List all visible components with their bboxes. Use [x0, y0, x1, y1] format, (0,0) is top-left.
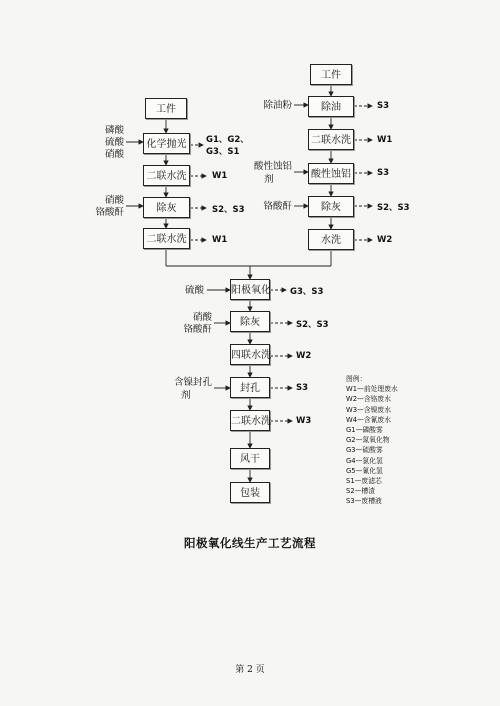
- main-rinse2-output: W3: [296, 416, 312, 426]
- left-polish-input-3: 硝酸: [104, 149, 124, 160]
- left-step-ash-removal: 除灰: [143, 197, 190, 218]
- left-polish-output-1: G1、G2、: [206, 135, 249, 145]
- main-ash-input-2: 铬酸酐: [183, 324, 212, 335]
- legend-item: S1—废滤芯: [346, 477, 382, 486]
- legend-item: W1—前处理废水: [346, 385, 398, 394]
- right-ash-output: S2、S3: [377, 203, 410, 213]
- main-step-packaging: 包装: [230, 482, 270, 503]
- right-step-rinse: 二联水洗: [308, 129, 354, 150]
- left-step-chemical-polish: 化学抛光: [143, 133, 190, 154]
- main-step-rinse-2: 二联水洗: [230, 410, 270, 431]
- left-rinse2-output: W1: [212, 235, 228, 245]
- legend-item: G2—氮氧化物: [346, 436, 390, 445]
- main-seal-input-1: 含镍封孔: [173, 377, 212, 388]
- right-degrease-output: S3: [377, 101, 390, 111]
- main-anodize-input: 硫酸: [184, 285, 204, 296]
- right-step-ash-removal: 除灰: [308, 196, 354, 217]
- main-ash-output: S2、S3: [296, 320, 329, 330]
- legend: [346, 374, 456, 507]
- right-step-wash: 水洗: [308, 229, 354, 250]
- right-degrease-input: 除油粉: [263, 100, 292, 111]
- right-start-box: 工件: [310, 64, 352, 85]
- main-anodize-output: G3、S3: [290, 287, 324, 297]
- right-etch-output: S3: [377, 168, 390, 178]
- main-step-rinse-4: 四联水洗: [230, 344, 270, 365]
- left-ash-output: S2、S3: [212, 205, 245, 215]
- right-etch-input-2: 剂: [264, 174, 274, 185]
- left-rinse1-output: W1: [212, 171, 228, 181]
- main-seal-output: S3: [296, 383, 309, 393]
- left-polish-input-1: 磷酸: [104, 125, 124, 136]
- main-seal-input-2: 剂: [181, 390, 191, 401]
- right-etch-input-1: 酸性蚀铝: [253, 161, 292, 172]
- main-step-seal: 封孔: [230, 377, 270, 398]
- legend-title: 图例：: [346, 375, 367, 383]
- right-rinse-output: W1: [377, 135, 393, 145]
- right-ash-input: 铬酸酐: [263, 201, 292, 212]
- legend-item: G1—磷酸雾: [346, 426, 383, 435]
- right-wash-output: W2: [377, 235, 393, 245]
- legend-item: G4—氯化氢: [346, 456, 383, 465]
- legend-item: S2—槽渣: [346, 487, 376, 496]
- main-step-ash-removal: 除灰: [230, 311, 270, 332]
- legend-item: G3—硫酸雾: [346, 446, 383, 455]
- left-step-rinse-2: 二联水洗: [143, 228, 190, 249]
- legend-item: W3—含镍废水: [346, 405, 392, 414]
- figure-title: 阳极氧化线生产工艺流程: [184, 536, 316, 550]
- page-number: 第 2 页: [235, 665, 265, 675]
- right-step-acid-etch: 酸性蚀铝: [308, 163, 354, 184]
- main-ash-input-1: 硝酸: [192, 312, 212, 323]
- right-step-degrease: 除油: [308, 96, 354, 117]
- left-ash-input-2: 铬酸酐: [95, 207, 124, 218]
- left-ash-input-1: 硝酸: [104, 195, 124, 206]
- legend-item: W4—含氰废水: [346, 415, 392, 424]
- left-step-rinse-1: 二联水洗: [143, 165, 190, 186]
- legend-item: W2—含铬废水: [346, 395, 392, 404]
- legend-item: S3—废槽液: [346, 497, 382, 506]
- left-polish-input-2: 硫酸: [104, 137, 124, 148]
- left-start-box: 工件: [145, 98, 187, 119]
- main-step-anodize: 阳极氧化: [230, 279, 270, 300]
- main-rinse4-output: W2: [296, 351, 312, 361]
- legend-item: G5—氰化氢: [346, 466, 383, 475]
- main-step-air-dry: 风干: [230, 448, 270, 469]
- left-polish-output-2: G3、S1: [206, 147, 240, 157]
